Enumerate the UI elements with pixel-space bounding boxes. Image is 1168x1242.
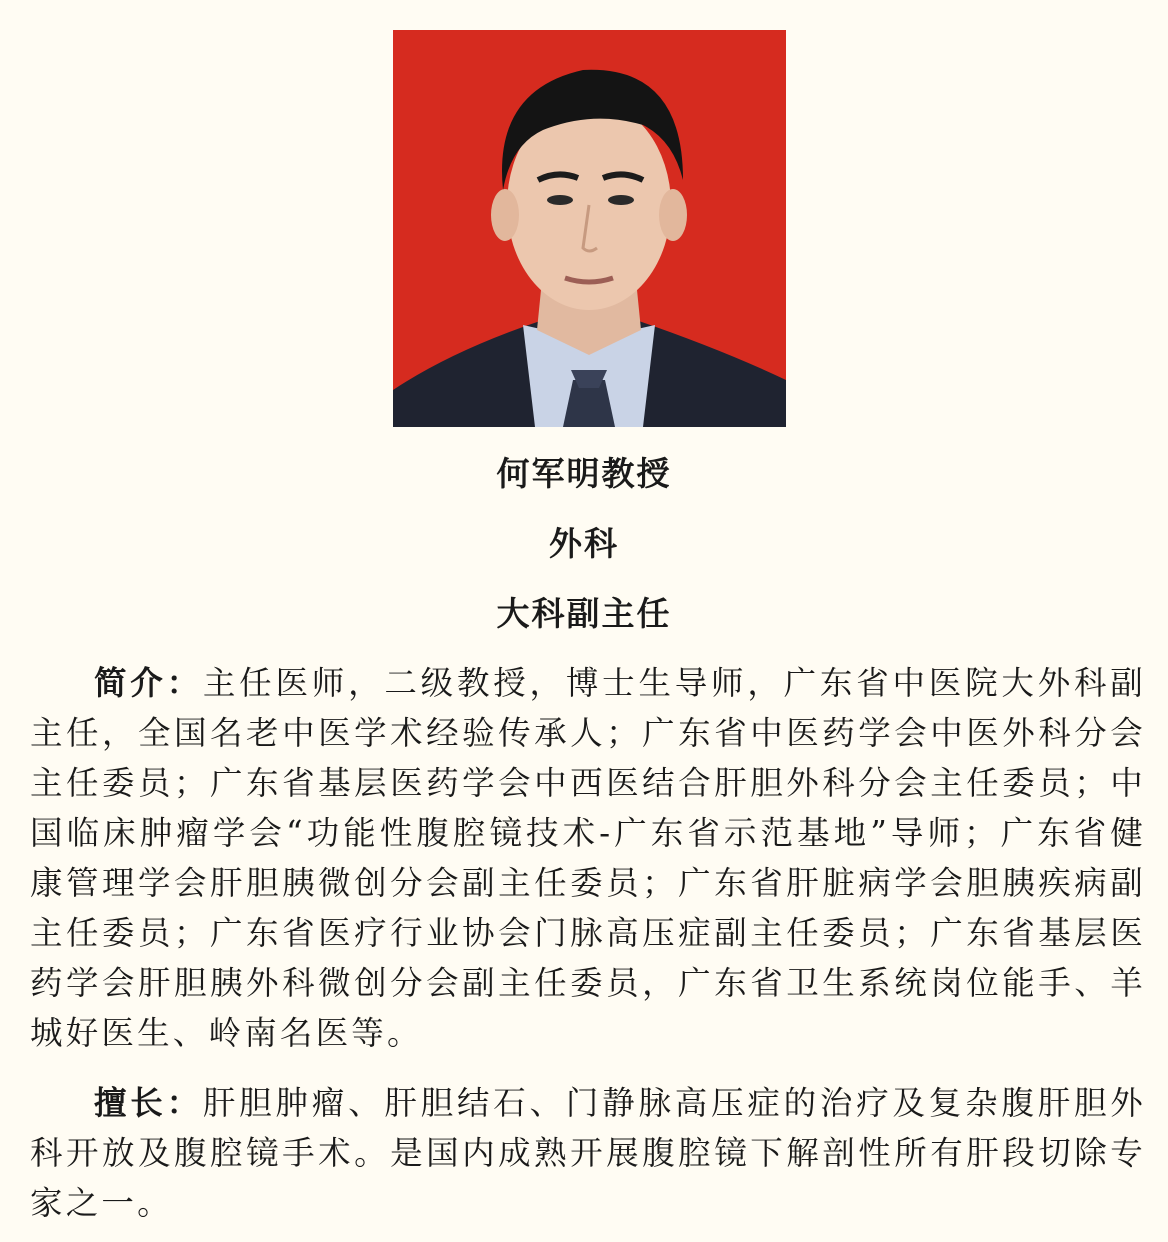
portrait-photo xyxy=(393,30,786,427)
position-title: 大科副主任 xyxy=(496,594,672,633)
specialty-text: 肝胆肿瘤、肝胆结石、门静脉高压症的治疗及复杂腹肝胆外科开放及腹腔镜手术。是国内成熟开展腹腔镜下解剖性所有肝段切除专家之一。 xyxy=(30,1084,1146,1222)
intro-label: 简介： xyxy=(94,663,203,702)
portrait-illustration xyxy=(393,30,786,427)
department: 外科 xyxy=(549,524,619,563)
specialty-label: 擅长： xyxy=(94,1083,203,1122)
intro-text: 主任医师，二级教授，博士生导师，广东省中医院大外科副主任，全国名老中医学术经验传承人；广东省中医药学会中医外科分会主任委员；广东省基层医药学会中西医结合肝胆外科分会主任委员；中国临床肿瘤学会“功能性腹腔镜技术-广东省示范基地”导师；广东省健康管理学会肝胆胰微创分会副主任委员；广东省肝脏病学会胆胰疾病副主任委员；广东省医疗行业协会门脉高压症副主任委员；广东省基层医药学会肝胆胰外科微创分会副主任委员，广东省卫生系统岗位能手、羊城好医生、岭南名医等。 xyxy=(30,664,1146,1052)
doctor-name: 何军明教授 xyxy=(496,454,672,493)
intro-paragraph xyxy=(30,658,1146,1058)
specialty-paragraph xyxy=(30,1078,1146,1228)
